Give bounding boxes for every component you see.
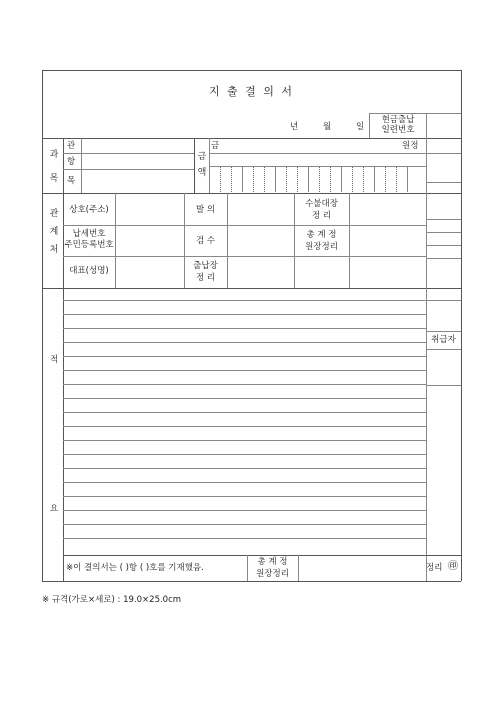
category-hang: 항 [67,157,76,167]
tax-id-label-2: 주민등록번호 [64,240,114,250]
amount-section-label: 금 액 [197,152,207,178]
footer-note: ※이 결의서는 ( )항 ( )호를 기재했음. [66,563,204,573]
date-day-label: 일 [356,122,365,132]
party-section-label: 관 계 처 [49,209,59,255]
category-gwan: 관 [67,141,76,151]
cashier-label-1: 출납장 [193,261,218,271]
receivable-label-2: 정 리 [311,211,332,221]
category-mok: 목 [67,176,76,186]
amount-prefix: 금 [211,141,220,151]
inspect-label: 검 수 [195,236,216,246]
general-ledger-label-1: 총 계 정 [306,230,337,240]
handler-label: 취급자 [431,335,456,345]
footer-ledger-2: 원장정리 [256,569,289,579]
form-title: 지 출 결 의 서 [208,85,295,98]
summary-label-top: 적 [50,355,59,365]
amount-unit: 원정 [402,141,419,151]
receivable-label-1: 수불대장 [305,199,338,209]
footer-ledger-1: 총 계 정 [257,557,288,567]
trade-name-label: 상호(주소) [69,205,109,215]
summary-label-bottom: 요 [50,504,59,514]
cashier-label-2: 정 리 [195,273,216,283]
footer-arrange-label: 정리 [426,563,443,573]
tax-id-label-1: 납세번호 [72,229,106,239]
date-year-label: 년 [290,122,299,132]
spec-note: ※ 규격(가로×세로) : 19.0×25.0cm [42,595,182,605]
issue-label: 발 의 [195,205,216,215]
cash-serial-label-1: 현금출납 [381,115,415,125]
category-section-label: 과 목 [49,150,59,184]
general-ledger-label-2: 원장정리 [305,242,338,252]
cash-serial-label-2: 일련번호 [381,125,415,135]
date-month-label: 월 [323,122,332,132]
representative-label: 대표(성명) [69,266,109,276]
seal-icon: ㊞ [448,561,458,572]
